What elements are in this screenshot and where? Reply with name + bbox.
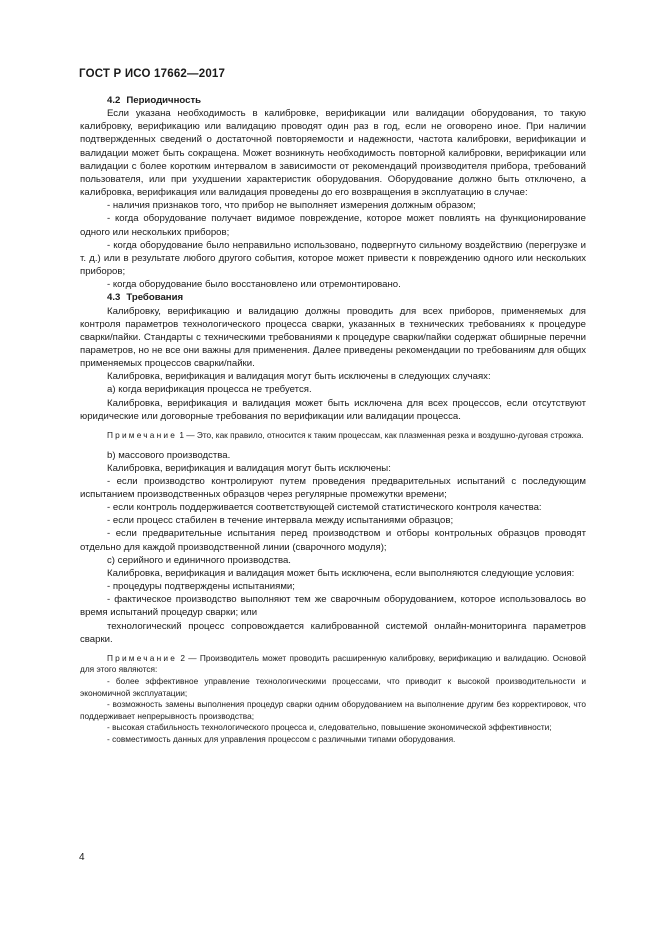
- page-number: 4: [79, 852, 85, 863]
- page-content: [80, 94, 586, 746]
- list-item: - когда оборудование было неправильно использовано, подвергнуто сильному воздействию (перегрузке и т. д.) или в результате любого другого события, которое может привести к повреждению одного или нескольких приборов;: [80, 239, 586, 278]
- case-item: b) массового производства.: [107, 449, 231, 461]
- document-header: ГОСТ Р ИСО 17662—2017: [79, 68, 226, 80]
- section-heading: [80, 94, 586, 107]
- list-item: - когда оборудование получает видимое повреждение, которое может повлиять на функционирование одного или нескольких приборов;: [80, 213, 586, 238]
- list-item: - фактическое производство выполняют тем же сварочным оборудованием, которое использовалось во время испытаний процедур сварки; или: [80, 594, 586, 619]
- note-text: 2 — Производитель может проводить расширенную калибровку, верификацию и валидацию. Основой для этого являются:: [80, 652, 586, 675]
- case-item: a) когда верификация процесса не требуется.: [107, 384, 312, 396]
- case-item: c) серийного и единичного производства.: [107, 554, 291, 566]
- list-item: - если предварительные испытания перед производством и отборы контрольных образцов проводят отдельно для каждой производственной линии (сварочного модуля);: [80, 528, 586, 553]
- list-item: - когда оборудование было восстановлено или отремонтировано.: [107, 279, 401, 291]
- section-number: 4.2: [107, 95, 121, 106]
- paragraph: Калибровка, верификация и валидация может быть исключена для всех процессов, если отсутствуют юридические или договорные требования по верификации или валидации процесса.: [80, 397, 586, 422]
- note: [80, 653, 586, 676]
- list-item: - наличия признаков того, что прибор не выполняет измерения должным образом;: [107, 200, 476, 212]
- note-text: 1 — Это, как правило, относится к таким процессам, как плазменная резка и воздушно-дуговая строжка.: [177, 429, 584, 440]
- section-title: Периодичность: [126, 95, 202, 106]
- note-list-item: - возможность замены выполнения процедур сварки одним оборудованием на выполнение другим без корректировок, что поддерживает непрерывность производства;: [80, 699, 586, 721]
- paragraph: Калибровка, верификация и валидация могут быть исключены в следующих случаях:: [107, 371, 491, 383]
- note-label: Примечание: [107, 429, 178, 440]
- note: [80, 430, 586, 442]
- note-label: Примечание: [107, 652, 178, 663]
- section-heading: [80, 291, 586, 304]
- note-list-item: - более эффективное управление технологическими процессами, что приводит к высокой производительности и экономичной эксплуатации;: [80, 676, 586, 698]
- paragraph: технологический процесс сопровождается калиброванной системой онлайн-мониторинга параметров сварки.: [80, 620, 586, 645]
- list-item: - если процесс стабилен в течение интервала между испытаниями образцов;: [107, 515, 454, 527]
- list-item: - если производство контролируют путем проведения предварительных испытаний с последующим испытанием производственных образцов через регулярные промежутки времени;: [80, 475, 586, 500]
- section-title: Требования: [126, 292, 184, 304]
- paragraph: Калибровка, верификация и валидация могут быть исключены:: [107, 462, 391, 474]
- list-item: - процедуры подтверждены испытаниями;: [107, 581, 295, 593]
- note-list-item: - совместимость данных для управления процессом с различными типами оборудования.: [107, 734, 456, 744]
- list-item: - если контроль поддерживается соответствующей системой статистического контроля качества:: [107, 502, 542, 514]
- paragraph: Калибровка, верификация и валидация может быть исключена, если выполняются следующие условия:: [107, 567, 575, 579]
- paragraph: Если указана необходимость в калибровке, верификации или валидации оборудования, то такую калибровку, верификацию или валидацию проводят один раз в год, если не оговорено иное. При наличии подтвержденных сведений о достаточной повторяемости и надежности, частота калибровки, верификации и валидации может быть сокращена. Может возникнуть необходимость повторной калибровки, верификации или валидации с более коротким интервалом в зависимости от рекомендаций производителя прибора, требований пользователя, или при ухудшении характеристик оборудования. Оборудование должно быть отключено, а калибровка, верификация или валидация проведены до его возвращения в эксплуатацию в случае:: [80, 108, 586, 199]
- note-list-item: - высокая стабильность технологического процесса и, следовательно, повышение экономической эффективности;: [107, 722, 552, 733]
- paragraph: Калибровку, верификацию и валидацию должны проводить для всех приборов, применяемых для контроля параметров технологического процесса сварки, указанных в технических требованиях к процедуре сварки/пайки. Стандарты с техническими требованиями к процедуре сварки/пайки содержат обширные перечни параметров, но не все они важны для применения. Далее приведены рекомендации по требованиям для общих применяемых процессов сварки/пайки.: [80, 305, 586, 370]
- section-number: 4.3: [107, 292, 121, 304]
